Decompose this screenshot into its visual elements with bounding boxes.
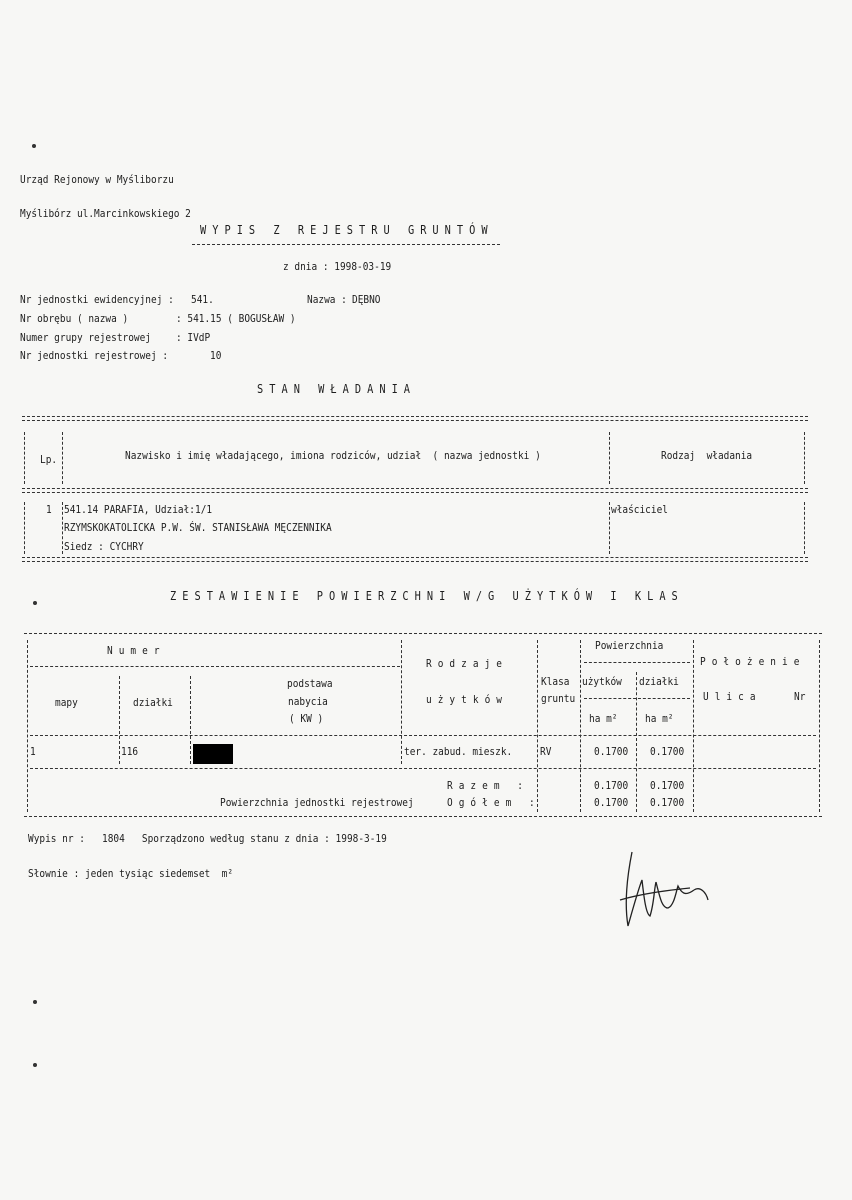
ownership-vline — [804, 502, 805, 554]
office-address: Myślibórz ul.Marcinkowskiego 2 — [20, 207, 191, 220]
header-ha-dzialki: ha m² — [645, 712, 674, 725]
header-podstawa: podstawa — [287, 677, 333, 690]
ownership-vline — [804, 432, 805, 484]
summary-vline — [119, 676, 120, 764]
row-klasa: RV — [540, 745, 552, 758]
document-date: z dnia : 1998-03-19 — [283, 260, 392, 273]
summary-vline — [580, 640, 581, 812]
header-mapy: mapy — [55, 696, 78, 709]
numer-rule — [30, 666, 400, 667]
header-nr: Nr — [794, 690, 806, 703]
group-value: : IVdP — [176, 331, 211, 344]
razem-uzytkow: 0.1700 — [594, 779, 629, 792]
col-lp: Lp. — [40, 453, 58, 466]
ownership-type-value: właściciel — [611, 503, 668, 516]
header-pow-uzytkow: użytków — [582, 675, 622, 688]
punch-dot — [32, 144, 36, 148]
summary-vline — [693, 640, 694, 812]
summary-bottom-rule — [24, 816, 822, 817]
ownership-top-rule — [22, 416, 808, 421]
owner-line-3: Siedz : CYCHRY — [64, 540, 144, 553]
col-ownership-type: Rodzaj władania — [661, 449, 753, 462]
ownership-vline — [62, 502, 63, 554]
district-label: Nr obrębu ( nazwa ) — [20, 312, 129, 325]
total-area-label: Powierzchnia jednostki rejestrowej — [220, 796, 414, 809]
row-mapy: 1 — [30, 745, 36, 758]
name-value: DĘBNO — [352, 293, 381, 306]
summary-vline — [27, 640, 28, 812]
owner-line-2: RZYMSKOKATOLICKA P.W. ŚW. STANISŁAWA MĘCZENNIKA — [64, 521, 332, 534]
row-dzialki: 116 — [121, 745, 139, 758]
header-uzytkow: użytków — [426, 693, 509, 706]
document-title: WYPIS Z REJESTRU GRUNTÓW — [200, 223, 494, 237]
header-numer: Numer — [107, 644, 166, 657]
header-rodzaje: Rodzaje — [426, 657, 509, 670]
unit-label: Nr jednostki ewidencyjnej : — [20, 293, 174, 306]
ogolem-label: Ogółem : — [447, 796, 541, 809]
ownership-header-rule — [22, 488, 808, 493]
ownership-vline — [609, 432, 610, 484]
district-value: : 541.15 ( BOGUSŁAW ) — [176, 312, 296, 325]
owner-lp: 1 — [46, 503, 52, 516]
name-label: Nazwa : — [307, 293, 347, 306]
punch-dot — [33, 1063, 37, 1067]
punch-dot — [33, 1000, 37, 1004]
ogolem-uzytkow: 0.1700 — [594, 796, 629, 809]
col-owner-name: Nazwisko i imię władającego, imiona rodziców, udział ( nazwa jednostki ) — [125, 449, 541, 462]
header-nabycia: nabycia — [288, 695, 328, 708]
punch-dot — [33, 601, 37, 605]
summary-vline — [401, 640, 402, 764]
header-polozenie: Położenie — [700, 655, 806, 668]
summary-vline — [190, 676, 191, 764]
owner-line-1: 541.14 PARAFIA, Udział:1/1 — [64, 503, 213, 516]
wypis-number-line: Wypis nr : 1804 Sporządzono według stanu z dnia : 1998-3-19 — [28, 832, 387, 845]
unit-value: 541. — [191, 293, 214, 306]
row-bottom-rule — [30, 768, 816, 769]
ownership-title: STAN WŁADANIA — [257, 382, 417, 396]
ogolem-dzialki: 0.1700 — [650, 796, 685, 809]
redacted-kw — [193, 744, 233, 764]
row-pow-uzytkow: 0.1700 — [594, 745, 629, 758]
row-pow-dzialki: 0.1700 — [650, 745, 685, 758]
header-klasa: Klasa — [541, 675, 570, 688]
ownership-vline — [62, 432, 63, 484]
regunit-value: 10 — [210, 349, 222, 362]
signature — [610, 842, 720, 942]
powierzchnia-rule — [584, 662, 690, 663]
summary-vline — [636, 672, 637, 812]
summary-title: ZESTAWIENIE POWIERZCHNI W/G UŻYTKÓW I KLAS — [170, 589, 684, 603]
razem-label: Razem : — [447, 779, 530, 792]
ha-rule — [584, 698, 690, 699]
header-gruntu: gruntu — [541, 692, 576, 705]
razem-dzialki: 0.1700 — [650, 779, 685, 792]
ownership-vline — [24, 502, 25, 554]
header-pow-dzialki: działki — [639, 675, 679, 688]
summary-vline — [537, 640, 538, 812]
summary-header-rule — [30, 735, 816, 736]
header-ha-uzytkow: ha m² — [589, 712, 618, 725]
amount-in-words: Słownie : jeden tysiąc siedemset m² — [28, 867, 234, 880]
header-ulica: Ulica — [703, 690, 762, 703]
header-dzialki: działki — [133, 696, 173, 709]
ownership-vline — [24, 432, 25, 484]
office-name: Urząd Rejonowy w Myśliborzu — [20, 173, 174, 186]
summary-vline — [819, 640, 820, 812]
row-rodzaj: ter. zabud. mieszk. — [404, 745, 513, 758]
ownership-bottom-rule — [22, 557, 808, 562]
title-underline — [192, 244, 500, 245]
ownership-vline — [609, 502, 610, 554]
header-powierzchnia: Powierzchnia — [595, 639, 664, 652]
regunit-label: Nr jednostki rejestrowej : — [20, 349, 169, 362]
group-label: Numer grupy rejestrowej — [20, 331, 152, 344]
header-kw: ( KW ) — [289, 712, 324, 725]
summary-top-rule — [24, 633, 822, 634]
